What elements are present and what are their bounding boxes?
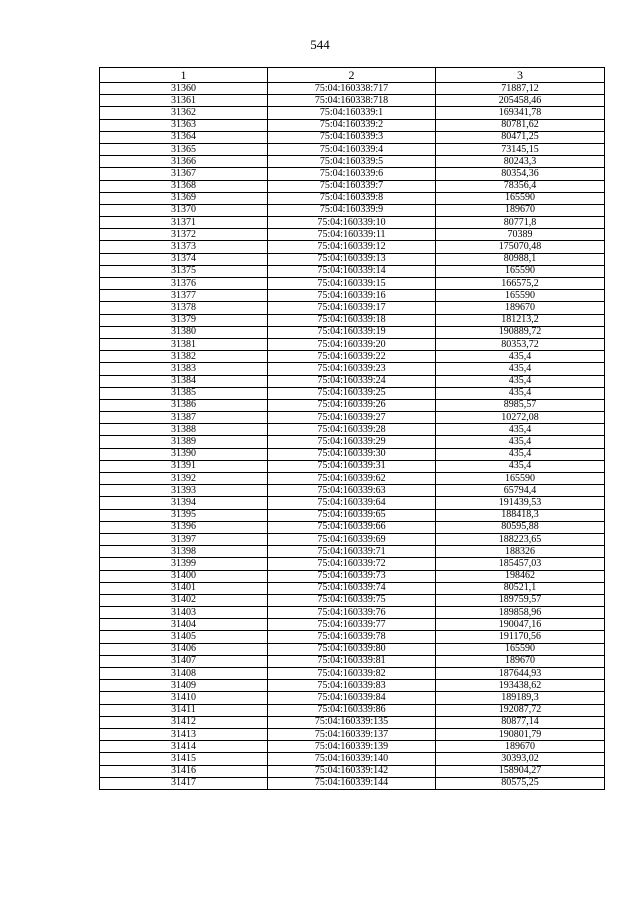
table-row (100, 704, 605, 716)
table-row (100, 692, 605, 704)
value-cell: 190889,72 (436, 326, 605, 338)
value-cell: 165590 (436, 290, 605, 302)
value-cell: 435,4 (436, 387, 605, 399)
row-number-cell: 31396 (100, 521, 268, 533)
cadastral-number-cell: 75:04:160339:18 (268, 314, 436, 326)
value-cell: 188326 (436, 546, 605, 558)
cadastral-number-cell: 75:04:160339:15 (268, 278, 436, 290)
value-cell: 435,4 (436, 351, 605, 363)
table-row (100, 765, 605, 777)
row-number-cell: 31416 (100, 765, 268, 777)
value-cell: 73145,15 (436, 143, 605, 155)
value-cell: 185457,03 (436, 558, 605, 570)
cadastral-number-cell: 75:04:160339:1 (268, 107, 436, 119)
cadastral-number-cell: 75:04:160339:144 (268, 777, 436, 789)
table-row (100, 107, 605, 119)
value-cell: 70389 (436, 229, 605, 241)
cadastral-number-cell: 75:04:160339:71 (268, 546, 436, 558)
value-cell: 78356,4 (436, 180, 605, 192)
table-row (100, 728, 605, 740)
cadastral-number-cell: 75:04:160339:63 (268, 485, 436, 497)
table-row (100, 546, 605, 558)
cadastral-number-cell: 75:04:160339:139 (268, 741, 436, 753)
table-row (100, 351, 605, 363)
row-number-cell: 31385 (100, 387, 268, 399)
table-row (100, 265, 605, 277)
row-number-cell: 31408 (100, 668, 268, 680)
table-row (100, 168, 605, 180)
row-number-cell: 31406 (100, 643, 268, 655)
row-number-cell: 31390 (100, 448, 268, 460)
table-row (100, 460, 605, 472)
value-cell: 80877,14 (436, 716, 605, 728)
row-number-cell: 31383 (100, 363, 268, 375)
row-number-cell: 31410 (100, 692, 268, 704)
table-row (100, 314, 605, 326)
value-cell: 189858,96 (436, 607, 605, 619)
row-number-cell: 31403 (100, 607, 268, 619)
table-row (100, 777, 605, 789)
value-cell: 166575,2 (436, 278, 605, 290)
cadastral-number-cell: 75:04:160339:86 (268, 704, 436, 716)
cadastral-number-cell: 75:04:160339:11 (268, 229, 436, 241)
row-number-cell: 31398 (100, 546, 268, 558)
cadastral-number-cell: 75:04:160339:16 (268, 290, 436, 302)
page-number: 544 (310, 37, 330, 52)
cadastral-number-cell: 75:04:160339:31 (268, 460, 436, 472)
cadastral-number-cell: 75:04:160339:27 (268, 412, 436, 424)
cadastral-number-cell: 75:04:160339:13 (268, 253, 436, 265)
row-number-cell: 31405 (100, 631, 268, 643)
cadastral-number-cell: 75:04:160339:25 (268, 387, 436, 399)
cadastral-number-cell: 75:04:160339:14 (268, 265, 436, 277)
table-row (100, 156, 605, 168)
row-number-cell: 31400 (100, 570, 268, 582)
row-number-cell: 31389 (100, 436, 268, 448)
cadastral-number-cell: 75:04:160339:22 (268, 351, 436, 363)
value-cell: 165590 (436, 192, 605, 204)
row-number-cell: 31382 (100, 351, 268, 363)
value-cell: 10272,08 (436, 412, 605, 424)
table-row (100, 497, 605, 509)
table-row (100, 143, 605, 155)
table-row (100, 436, 605, 448)
row-number-cell: 31394 (100, 497, 268, 509)
value-cell: 189670 (436, 655, 605, 667)
cadastral-number-cell: 75:04:160339:76 (268, 607, 436, 619)
value-cell: 435,4 (436, 436, 605, 448)
table-row (100, 643, 605, 655)
cadastral-number-cell: 75:04:160339:82 (268, 668, 436, 680)
value-cell: 80243,3 (436, 156, 605, 168)
value-cell: 80353,72 (436, 338, 605, 350)
table-row (100, 631, 605, 643)
cadastral-number-cell: 75:04:160338:718 (268, 95, 436, 107)
row-number-cell: 31391 (100, 460, 268, 472)
table-row (100, 655, 605, 667)
row-number-cell: 31366 (100, 156, 268, 168)
cadastral-number-cell: 75:04:160339:64 (268, 497, 436, 509)
row-number-cell: 31367 (100, 168, 268, 180)
table-row (100, 229, 605, 241)
table-row (100, 326, 605, 338)
row-number-cell: 31361 (100, 95, 268, 107)
row-number-cell: 31409 (100, 680, 268, 692)
row-number-cell: 31360 (100, 83, 268, 95)
row-number-cell: 31399 (100, 558, 268, 570)
table-row (100, 204, 605, 216)
row-number-cell: 31364 (100, 131, 268, 143)
table-row (100, 582, 605, 594)
value-cell: 80988,1 (436, 253, 605, 265)
row-number-cell: 31369 (100, 192, 268, 204)
row-number-cell: 31378 (100, 302, 268, 314)
row-number-cell: 31365 (100, 143, 268, 155)
row-number-cell: 31413 (100, 728, 268, 740)
value-cell: 189670 (436, 204, 605, 216)
cadastral-number-cell: 75:04:160339:81 (268, 655, 436, 667)
row-number-cell: 31404 (100, 619, 268, 631)
value-cell: 71887,12 (436, 83, 605, 95)
row-number-cell: 31373 (100, 241, 268, 253)
cadastral-number-cell: 75:04:160339:5 (268, 156, 436, 168)
value-cell: 189670 (436, 741, 605, 753)
row-number-cell: 31372 (100, 229, 268, 241)
cadastral-number-cell: 75:04:160339:135 (268, 716, 436, 728)
value-cell: 80781,62 (436, 119, 605, 131)
table-body (100, 83, 605, 790)
value-cell: 189189,3 (436, 692, 605, 704)
cadastral-number-cell: 75:04:160339:9 (268, 204, 436, 216)
value-cell: 188418,3 (436, 509, 605, 521)
value-cell: 198462 (436, 570, 605, 582)
cadastral-number-cell: 75:04:160339:69 (268, 533, 436, 545)
table-row (100, 668, 605, 680)
cadastral-number-cell: 75:04:160339:26 (268, 399, 436, 411)
table-row (100, 753, 605, 765)
cadastral-number-cell: 75:04:160339:30 (268, 448, 436, 460)
value-cell: 65794,4 (436, 485, 605, 497)
row-number-cell: 31393 (100, 485, 268, 497)
cadastral-number-cell: 75:04:160339:80 (268, 643, 436, 655)
table-row (100, 570, 605, 582)
row-number-cell: 31412 (100, 716, 268, 728)
table-row (100, 448, 605, 460)
cadastral-number-cell: 75:04:160339:74 (268, 582, 436, 594)
value-cell: 435,4 (436, 424, 605, 436)
cadastral-number-cell: 75:04:160339:20 (268, 338, 436, 350)
table-row (100, 594, 605, 606)
value-cell: 80771,8 (436, 217, 605, 229)
table-row (100, 83, 605, 95)
row-number-cell: 31363 (100, 119, 268, 131)
row-number-cell: 31374 (100, 253, 268, 265)
cadastral-number-cell: 75:04:160339:6 (268, 168, 436, 180)
table-row (100, 363, 605, 375)
cadastral-number-cell: 75:04:160339:142 (268, 765, 436, 777)
value-cell: 165590 (436, 643, 605, 655)
table-row (100, 290, 605, 302)
column-header-2: 2 (268, 68, 436, 83)
value-cell: 190047,16 (436, 619, 605, 631)
table-row (100, 278, 605, 290)
cadastral-number-cell: 75:04:160339:140 (268, 753, 436, 765)
value-cell: 175070,48 (436, 241, 605, 253)
row-number-cell: 31371 (100, 217, 268, 229)
table-row (100, 485, 605, 497)
row-number-cell: 31362 (100, 107, 268, 119)
row-number-cell: 31414 (100, 741, 268, 753)
row-number-cell: 31370 (100, 204, 268, 216)
row-number-cell: 31392 (100, 473, 268, 485)
cadastral-number-cell: 75:04:160339:29 (268, 436, 436, 448)
table-row (100, 192, 605, 204)
value-cell: 8985,57 (436, 399, 605, 411)
cadastral-number-cell: 75:04:160339:2 (268, 119, 436, 131)
value-cell: 169341,78 (436, 107, 605, 119)
column-header-3: 3 (436, 68, 605, 83)
value-cell: 165590 (436, 473, 605, 485)
row-number-cell: 31387 (100, 412, 268, 424)
table-row (100, 424, 605, 436)
value-cell: 80521,1 (436, 582, 605, 594)
value-cell: 435,4 (436, 460, 605, 472)
cadastral-number-cell: 75:04:160339:78 (268, 631, 436, 643)
table-row (100, 302, 605, 314)
table-row (100, 387, 605, 399)
table-row (100, 741, 605, 753)
data-table (99, 67, 605, 790)
value-cell: 435,4 (436, 375, 605, 387)
row-number-cell: 31381 (100, 338, 268, 350)
cadastral-number-cell: 75:04:160339:75 (268, 594, 436, 606)
row-number-cell: 31401 (100, 582, 268, 594)
value-cell: 435,4 (436, 448, 605, 460)
row-number-cell: 31388 (100, 424, 268, 436)
row-number-cell: 31402 (100, 594, 268, 606)
row-number-cell: 31379 (100, 314, 268, 326)
table-row (100, 180, 605, 192)
value-cell: 165590 (436, 265, 605, 277)
table-row (100, 241, 605, 253)
cadastral-number-cell: 75:04:160339:19 (268, 326, 436, 338)
table-row (100, 558, 605, 570)
value-cell: 30393,02 (436, 753, 605, 765)
row-number-cell: 31380 (100, 326, 268, 338)
table-row (100, 533, 605, 545)
table-row (100, 473, 605, 485)
table-row (100, 338, 605, 350)
row-number-cell: 31397 (100, 533, 268, 545)
table-row (100, 619, 605, 631)
cadastral-number-cell: 75:04:160339:17 (268, 302, 436, 314)
row-number-cell: 31395 (100, 509, 268, 521)
value-cell: 189670 (436, 302, 605, 314)
column-header-1: 1 (100, 68, 268, 83)
table-row (100, 217, 605, 229)
cadastral-number-cell: 75:04:160339:72 (268, 558, 436, 570)
value-cell: 188223,65 (436, 533, 605, 545)
row-number-cell: 31407 (100, 655, 268, 667)
cadastral-number-cell: 75:04:160339:23 (268, 363, 436, 375)
table-row (100, 375, 605, 387)
table-row (100, 607, 605, 619)
value-cell: 191170,56 (436, 631, 605, 643)
cadastral-number-cell: 75:04:160339:28 (268, 424, 436, 436)
cadastral-number-cell: 75:04:160339:7 (268, 180, 436, 192)
cadastral-number-cell: 75:04:160339:4 (268, 143, 436, 155)
row-number-cell: 31415 (100, 753, 268, 765)
cadastral-number-cell: 75:04:160339:12 (268, 241, 436, 253)
row-number-cell: 31375 (100, 265, 268, 277)
table-row (100, 716, 605, 728)
cadastral-number-cell: 75:04:160339:10 (268, 217, 436, 229)
table-row (100, 680, 605, 692)
table-row (100, 521, 605, 533)
cadastral-number-cell: 75:04:160339:73 (268, 570, 436, 582)
cadastral-number-cell: 75:04:160339:8 (268, 192, 436, 204)
row-number-cell: 31384 (100, 375, 268, 387)
table-row (100, 253, 605, 265)
cadastral-number-cell: 75:04:160339:66 (268, 521, 436, 533)
value-cell: 189759,57 (436, 594, 605, 606)
cadastral-number-cell: 75:04:160338:717 (268, 83, 436, 95)
row-number-cell: 31368 (100, 180, 268, 192)
value-cell: 158904,27 (436, 765, 605, 777)
table-row (100, 412, 605, 424)
value-cell: 80595,88 (436, 521, 605, 533)
value-cell: 193438,62 (436, 680, 605, 692)
row-number-cell: 31376 (100, 278, 268, 290)
cadastral-number-cell: 75:04:160339:62 (268, 473, 436, 485)
table-header-row (100, 68, 605, 83)
table-row (100, 95, 605, 107)
cadastral-number-cell: 75:04:160339:77 (268, 619, 436, 631)
value-cell: 205458,46 (436, 95, 605, 107)
row-number-cell: 31411 (100, 704, 268, 716)
row-number-cell: 31386 (100, 399, 268, 411)
table-row (100, 399, 605, 411)
value-cell: 181213,2 (436, 314, 605, 326)
value-cell: 80575,25 (436, 777, 605, 789)
cadastral-number-cell: 75:04:160339:83 (268, 680, 436, 692)
value-cell: 435,4 (436, 363, 605, 375)
table-row (100, 131, 605, 143)
table-row (100, 509, 605, 521)
table-row (100, 119, 605, 131)
value-cell: 80354,36 (436, 168, 605, 180)
cadastral-number-cell: 75:04:160339:84 (268, 692, 436, 704)
value-cell: 192087,72 (436, 704, 605, 716)
cadastral-number-cell: 75:04:160339:3 (268, 131, 436, 143)
cadastral-number-cell: 75:04:160339:137 (268, 728, 436, 740)
value-cell: 190801,79 (436, 728, 605, 740)
cadastral-number-cell: 75:04:160339:65 (268, 509, 436, 521)
value-cell: 80471,25 (436, 131, 605, 143)
value-cell: 187644,93 (436, 668, 605, 680)
cadastral-number-cell: 75:04:160339:24 (268, 375, 436, 387)
row-number-cell: 31417 (100, 777, 268, 789)
value-cell: 191439,53 (436, 497, 605, 509)
row-number-cell: 31377 (100, 290, 268, 302)
